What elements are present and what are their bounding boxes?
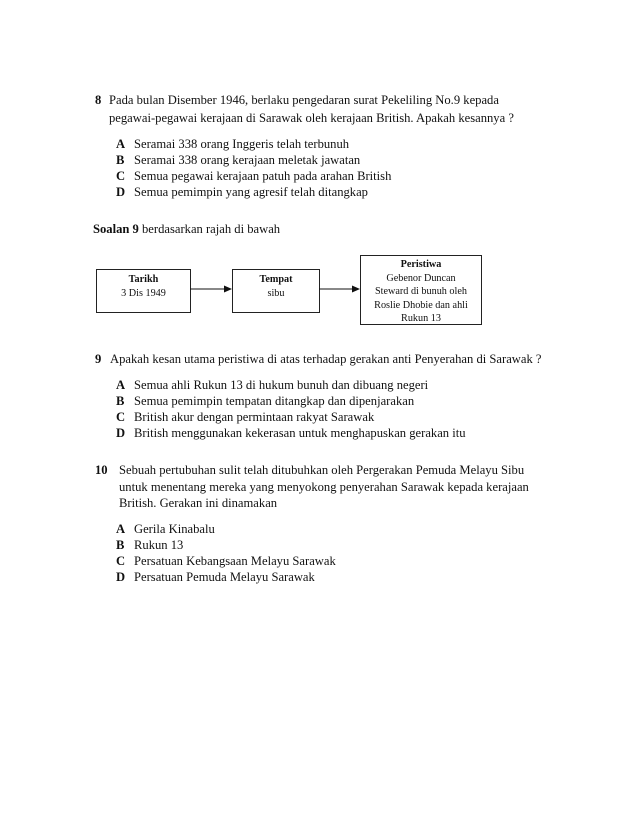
- arrow-head: [224, 286, 232, 293]
- arrow-head: [352, 286, 360, 293]
- question-number: 10: [95, 463, 108, 477]
- option-text[interactable]: Persatuan Kebangsaan Melayu Sarawak: [134, 554, 336, 568]
- option-letter: C: [116, 554, 126, 568]
- box-text: Gebenor Duncan: [386, 272, 456, 284]
- question-number: 9: [95, 352, 102, 366]
- option-letter: B: [116, 538, 125, 552]
- box-title: Tempat: [259, 274, 293, 285]
- option-letter: B: [116, 394, 125, 408]
- question-text-line: pegawai-pegawai kerajaan di Sarawak oleh kerajaan British. Apakah kesannya ?: [109, 111, 514, 125]
- option-text[interactable]: British akur dengan permintaan rakyat Sarawak: [134, 410, 375, 424]
- option-letter: C: [116, 410, 126, 424]
- option-text[interactable]: Persatuan Pemuda Melayu Sarawak: [134, 570, 315, 584]
- box-text: sibu: [267, 288, 285, 299]
- question-number: 8: [95, 93, 102, 107]
- instruction-bold: Soalan 9: [93, 222, 139, 236]
- option-letter: D: [116, 570, 126, 584]
- box-text: Steward di bunuh oleh: [375, 286, 467, 297]
- option-text[interactable]: Semua pemimpin yang agresif telah ditangkap: [134, 185, 368, 199]
- option-text[interactable]: Semua pegawai kerajaan patuh pada arahan British: [134, 169, 392, 183]
- question-text-line: British. Gerakan ini dinamakan: [119, 496, 278, 510]
- box-text: Roslie Dhobie dan ahli: [374, 299, 468, 311]
- option-letter: A: [116, 137, 126, 151]
- box-title: Tarikh: [128, 274, 159, 285]
- option-text[interactable]: Rukun 13: [134, 538, 184, 552]
- option-letter: A: [116, 378, 126, 392]
- question-text-line: untuk menentang mereka yang menyokong penyerahan Sarawak kepada kerajaan: [119, 480, 529, 494]
- question-text-line: Sebuah pertubuhan sulit telah ditubuhkan oleh Pergerakan Pemuda Melayu Sibu: [119, 463, 525, 477]
- option-letter: D: [116, 426, 126, 440]
- question-text-line: Apakah kesan utama peristiwa di atas terhadap gerakan anti Penyerahan di Sarawak ?: [110, 352, 542, 366]
- option-letter: C: [116, 169, 126, 183]
- option-text[interactable]: Gerila Kinabalu: [134, 522, 215, 536]
- option-text[interactable]: Semua pemimpin tempatan ditangkap dan dipenjarakan: [134, 394, 415, 408]
- option-letter: D: [116, 185, 126, 199]
- box-text: 3 Dis 1949: [121, 288, 166, 299]
- box-text: Rukun 13: [401, 313, 441, 324]
- instruction-rest: berdasarkan rajah di bawah: [138, 222, 281, 236]
- option-text[interactable]: Seramai 338 orang kerajaan meletak jawatan: [134, 153, 361, 167]
- question-text-line: Pada bulan Disember 1946, berlaku pengedaran surat Pekeliling No.9 kepada: [109, 93, 499, 107]
- option-text[interactable]: Seramai 338 orang Inggeris telah terbunuh: [134, 137, 350, 151]
- option-text[interactable]: British menggunakan kekerasan untuk menghapuskan gerakan itu: [134, 426, 466, 440]
- option-letter: A: [116, 522, 126, 536]
- option-letter: B: [116, 153, 125, 167]
- box-title: Peristiwa: [400, 259, 442, 270]
- option-text[interactable]: Semua ahli Rukun 13 di hukum bunuh dan dibuang negeri: [134, 378, 429, 392]
